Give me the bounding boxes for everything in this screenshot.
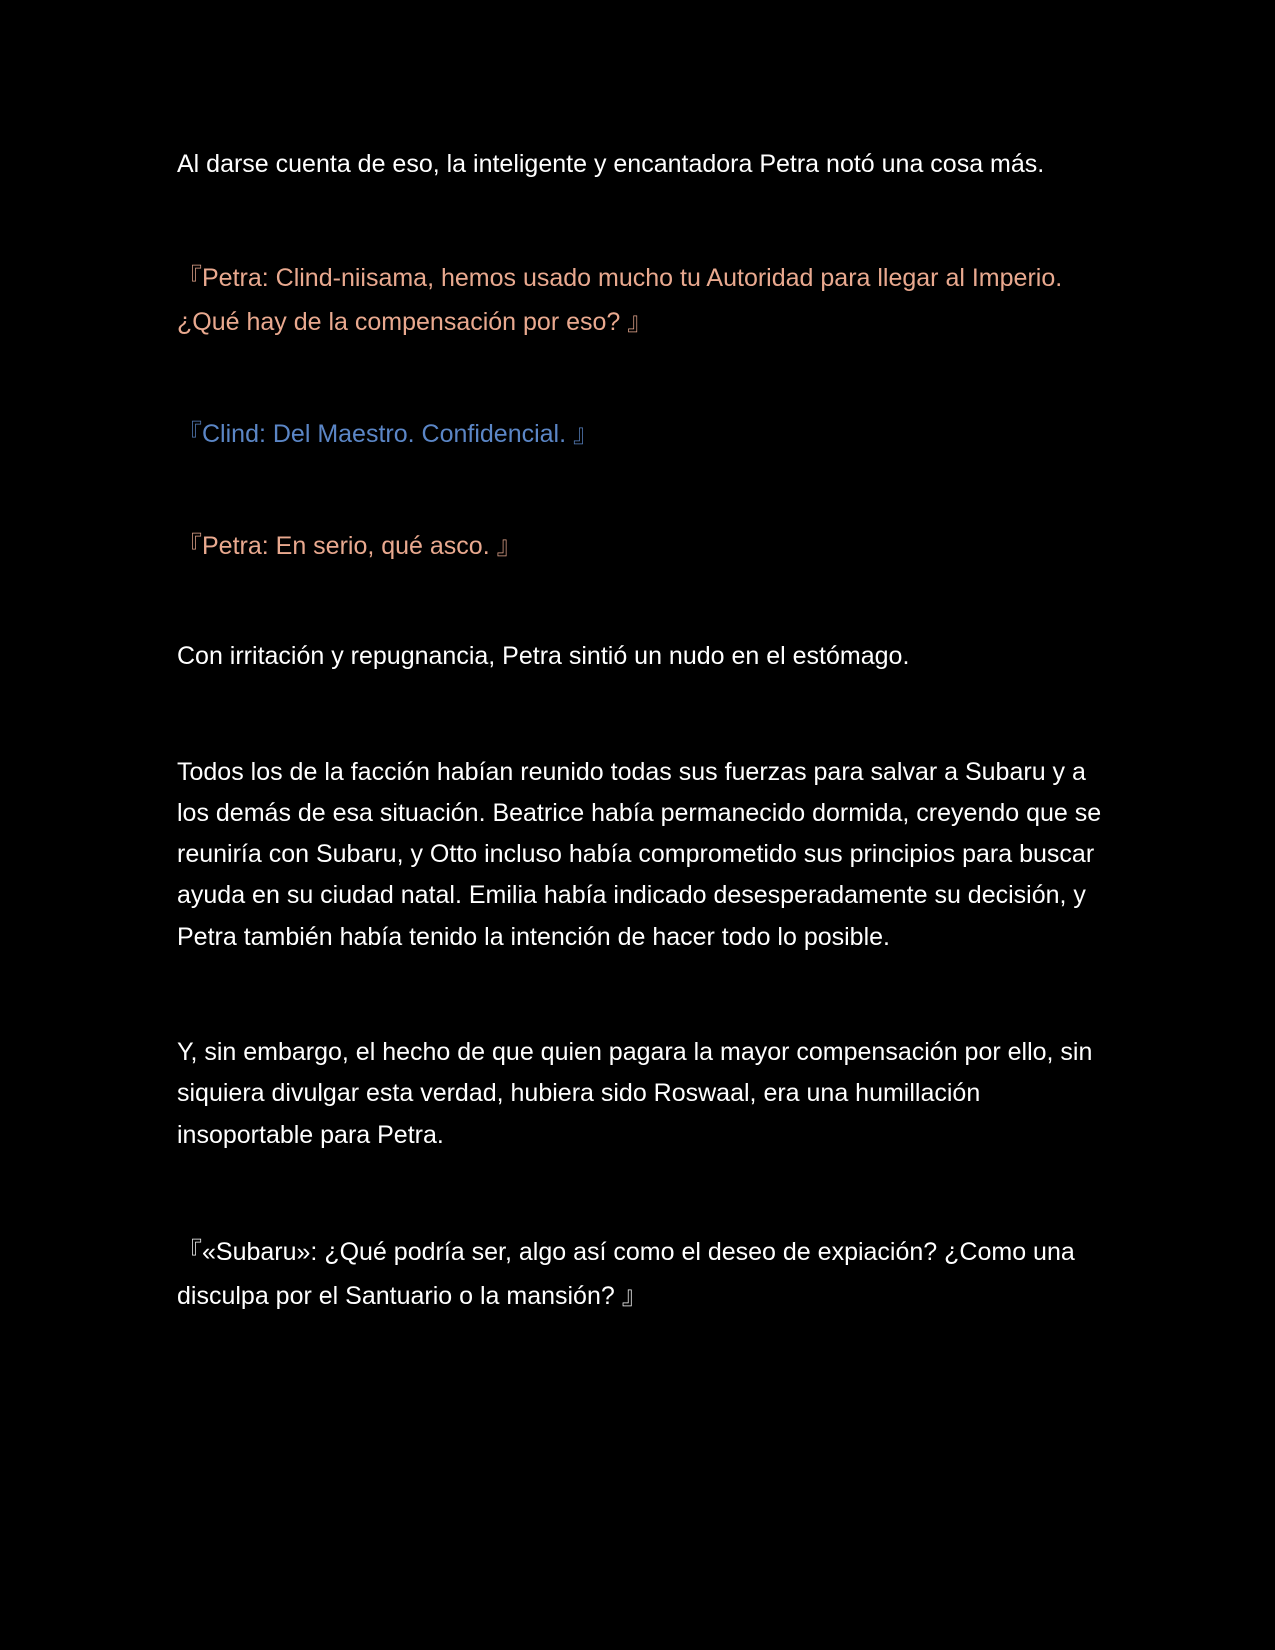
narration-paragraph-4: Y, sin embargo, el hecho de que quien pagara la mayor compensación por ello, sin siquiera divulgar esta verdad, hubiera sido Roswaal, era una humillación insoportable para Petra. [177,1038,1093,1149]
document-page [177,144,1107,1318]
narration-paragraph-3: Todos los de la facción habían reunido todas sus fuerzas para salvar a Subaru y a los demás de esa situación. Beatrice había permanecido dormida, creyendo que se reuniría con Subaru, y Otto incluso había comprometido sus principios para buscar ayuda en su ciudad natal. Emilia había indicado desesperadamente su decisión, y Petra también había tenido la intención de hacer todo lo posible. [177,757,1102,951]
petra-dialogue-1: 『Petra: Clind-niisama, hemos usado mucho tu Autoridad para llegar al Imperio. ¿Qué hay de la compensación por eso? 』 [177,264,1063,337]
petra-dialogue-2: 『Petra: En serio, qué asco. 』 [177,532,522,561]
clind-dialogue: 『Clind: Del Maestro. Confidencial. 』 [177,420,598,449]
narration-paragraph-2: Con irritación y repugnancia, Petra sintió un nudo en el estómago. [177,642,910,671]
subaru-dialogue: 『«Subaru»: ¿Qué podría ser, algo así como el deseo de expiación? ¿Como una disculpa por el Santuario o la mansión? 』 [177,1237,1075,1310]
narration-paragraph-1: Al darse cuenta de eso, la inteligente y encantadora Petra notó una cosa más. [177,150,1045,178]
